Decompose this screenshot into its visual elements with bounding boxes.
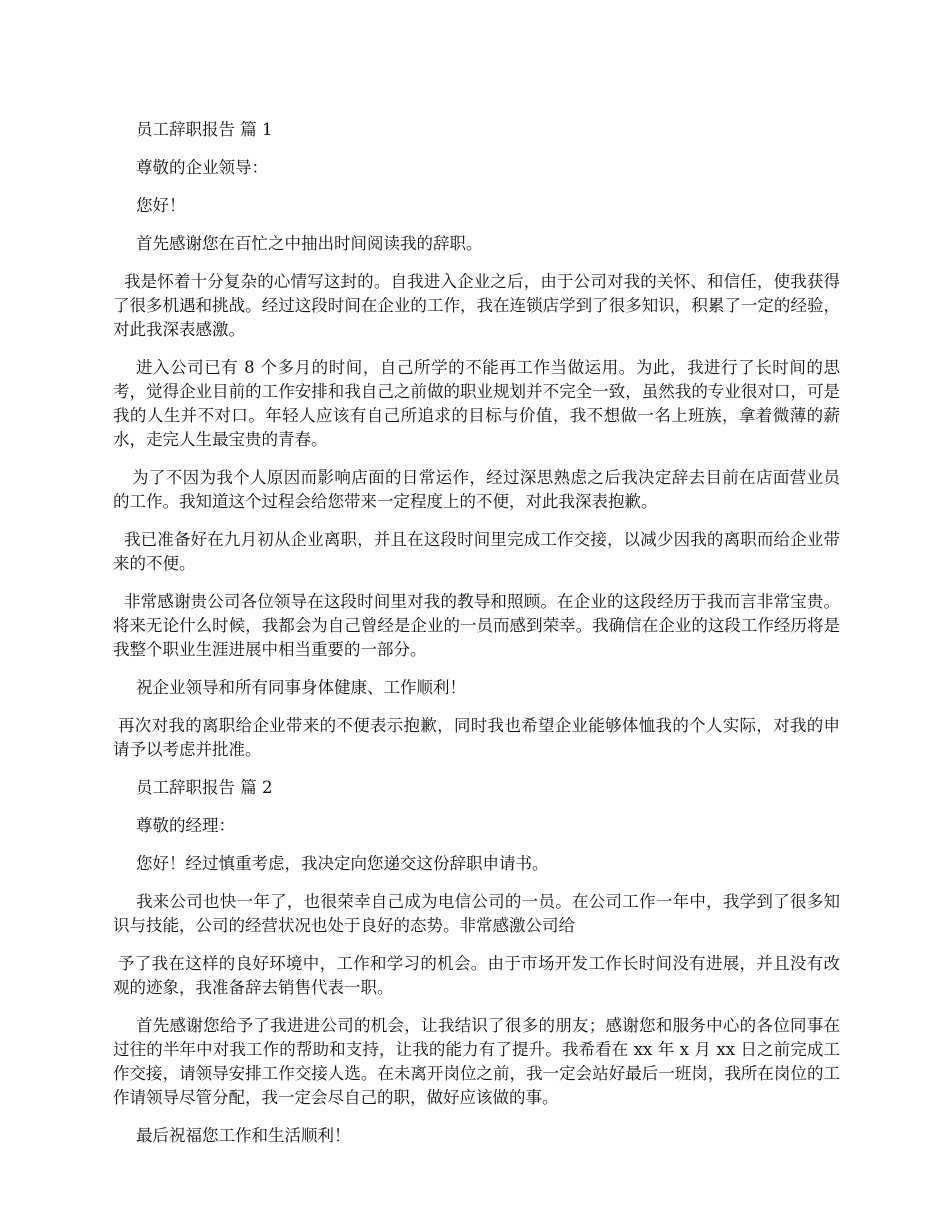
paragraph-leave-date: 我已准备好在九月初从企业离职，并且在这段时间里完成工作交接，以减少因我的离职而给企业带来的不便。	[113, 530, 840, 573]
paragraph-reason: 进入公司已有 8 个多月的时间，自己所学的不能再工作当做运用。为此，我进行了长时间的思考，觉得企业目前的工作安排和我自己之前做的职业规划并不完全一致，虽然我的专业很对口，可是我的人生并不对口。年轻人应该有自己所追求的目标与价值，我不想做一名上班族，拿着微薄的薪水，走完人生最宝贵的青春。	[113, 358, 840, 449]
paragraph-wishes-1: 祝企业领导和所有同事身体健康、工作顺利！	[136, 678, 466, 697]
salutation-2: 尊敬的经理：	[136, 816, 235, 835]
paragraph-decision: 为了不因为我个人原因而影响店面的日常运作，经过深思熟虑之后我决定辞去目前在店面营业员的工作。我知道这个过程会给您带来一定程度上的不便，对此我深表抱歉。	[113, 468, 840, 511]
section-title-2: 员工辞职报告 篇 2	[136, 778, 273, 797]
paragraph-wishes-2: 最后祝福您工作和生活顺利！	[136, 1126, 351, 1145]
paragraph-opportunity: 予了我在这样的良好环境中，工作和学习的机会。由于市场开发工作长时间没有进展，并且没有改观的迹象，我准备辞去销售代表一职。	[113, 954, 840, 997]
section-title-1: 员工辞职报告 篇 1	[136, 120, 273, 139]
paragraph-apology: 再次对我的离职给企业带来的不便表示抱歉，同时我也希望企业能够体恤我的个人实际，对我的申请予以考虑并批准。	[113, 716, 840, 759]
paragraph-thanks-2: 首先感谢您给予了我进进公司的机会，让我结识了很多的朋友；感谢您和服务中心的各位同事在过往的半年中对我工作的帮助和支持，让我的能力有了提升。我希看在 xx 年 x 月 xx 日之前完成工作交接，请领导安排工作交接人选。在未离开岗位之前，我一定会站好最后一班岗，我所在岗位的工作请领导尽管分配，我一定会尽自己的职，做好应该做的事。	[113, 1016, 840, 1107]
paragraph-thanks-1: 首先感谢您在百忙之中抽出时间阅读我的辞职。	[136, 234, 483, 253]
salutation-1: 尊敬的企业领导：	[136, 158, 268, 177]
greeting-2: 您好！经过慎重考虑，我决定向您递交这份辞职申请书。	[136, 854, 549, 873]
paragraph-gratitude: 非常感谢贵公司各位领导在这段时间里对我的教导和照顾。在企业的这段经历于我而言非常宝贵。将来无论什么时候，我都会为自己曾经是企业的一员而感到荣幸。我确信在企业的这段工作经历将是我整个职业生涯进展中相当重要的一部分。	[113, 592, 840, 659]
document-page	[113, 118, 840, 1162]
paragraph-one-year: 我来公司也快一年了，也很荣幸自己成为电信公司的一员。在公司工作一年中，我学到了很多知识与技能，公司的经营状况也处于良好的态势。非常感激公司给	[113, 892, 840, 935]
paragraph-feelings: 我是怀着十分复杂的心情写这封的。自我进入企业之后，由于公司对我的关怀、和信任，使我获得了很多机遇和挑战。经过这段时间在企业的工作，我在连锁店学到了很多知识，积累了一定的经验，对此我深表感激。	[113, 272, 840, 339]
greeting-1: 您好！	[136, 196, 186, 215]
